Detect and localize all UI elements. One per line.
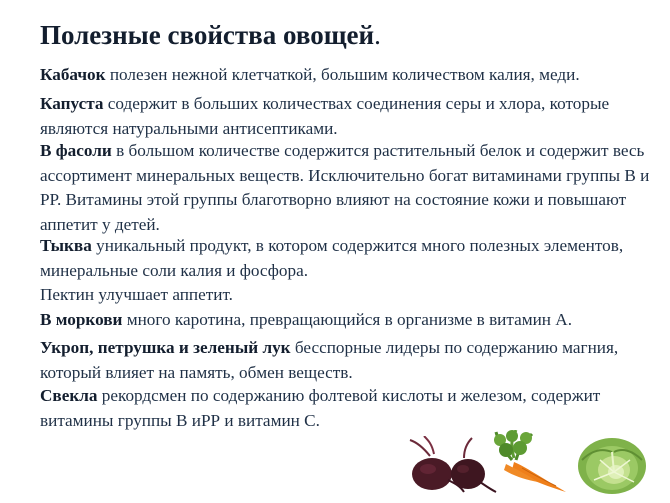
term-cabbage: Капуста — [40, 94, 104, 113]
title-text: Полезные свойства овощей — [40, 20, 375, 50]
term-zucchini: Кабачок — [40, 65, 106, 84]
beetroot-image — [402, 436, 502, 496]
text-pectin: Пектин улучшает аппетит. — [40, 285, 233, 304]
paragraph-cabbage — [40, 92, 650, 141]
term-beans: В фасоли — [40, 141, 112, 160]
text-zucchini: полезен нежной клетчаткой, большим количеством калия, меди. — [105, 65, 580, 84]
paragraph-zucchini — [40, 63, 650, 88]
text-herbs: бесспорные лидеры по содержанию магния, который влияет на память, обмен веществ. — [40, 338, 619, 382]
text-cabbage: содержит в больших количествах соединения серы и хлора, которые являются натуральными антисептиками. — [40, 94, 610, 138]
title-dot: . — [374, 20, 381, 50]
carrot-image — [492, 430, 572, 500]
text-beet: рекордсмен по содержанию фолтевой кислоты и железом, содержит витамины группы В иРР и витамин С. — [40, 386, 601, 430]
paragraph-pumpkin — [40, 234, 650, 283]
page-title — [40, 20, 381, 51]
paragraph-herbs — [40, 336, 650, 385]
text-carrot: много каротина, превращающийся в организме в витамин А. — [122, 310, 573, 329]
paragraph-beans — [40, 139, 650, 237]
text-pumpkin: уникальный продукт, в котором содержится много полезных элементов, минеральные соли калия и фосфора. — [40, 236, 624, 280]
cabbage-image — [574, 430, 650, 496]
term-herbs: Укроп, петрушка и зеленый лук — [40, 338, 291, 357]
term-beet: Свекла — [40, 386, 98, 405]
term-carrot: В моркови — [40, 310, 123, 329]
paragraph-carrot — [40, 308, 650, 333]
paragraph-beet — [40, 384, 650, 433]
term-pumpkin: Тыква — [40, 236, 92, 255]
text-beans: в большом количестве содержится растительный белок и содержит весь ассортимент минеральных веществ. Исключительно богат витаминами группы В и РР. Витамины этой группы благотворно влияют на состояние кожи и повышают аппетит у детей. — [40, 141, 650, 234]
paragraph-pectin — [40, 283, 650, 308]
